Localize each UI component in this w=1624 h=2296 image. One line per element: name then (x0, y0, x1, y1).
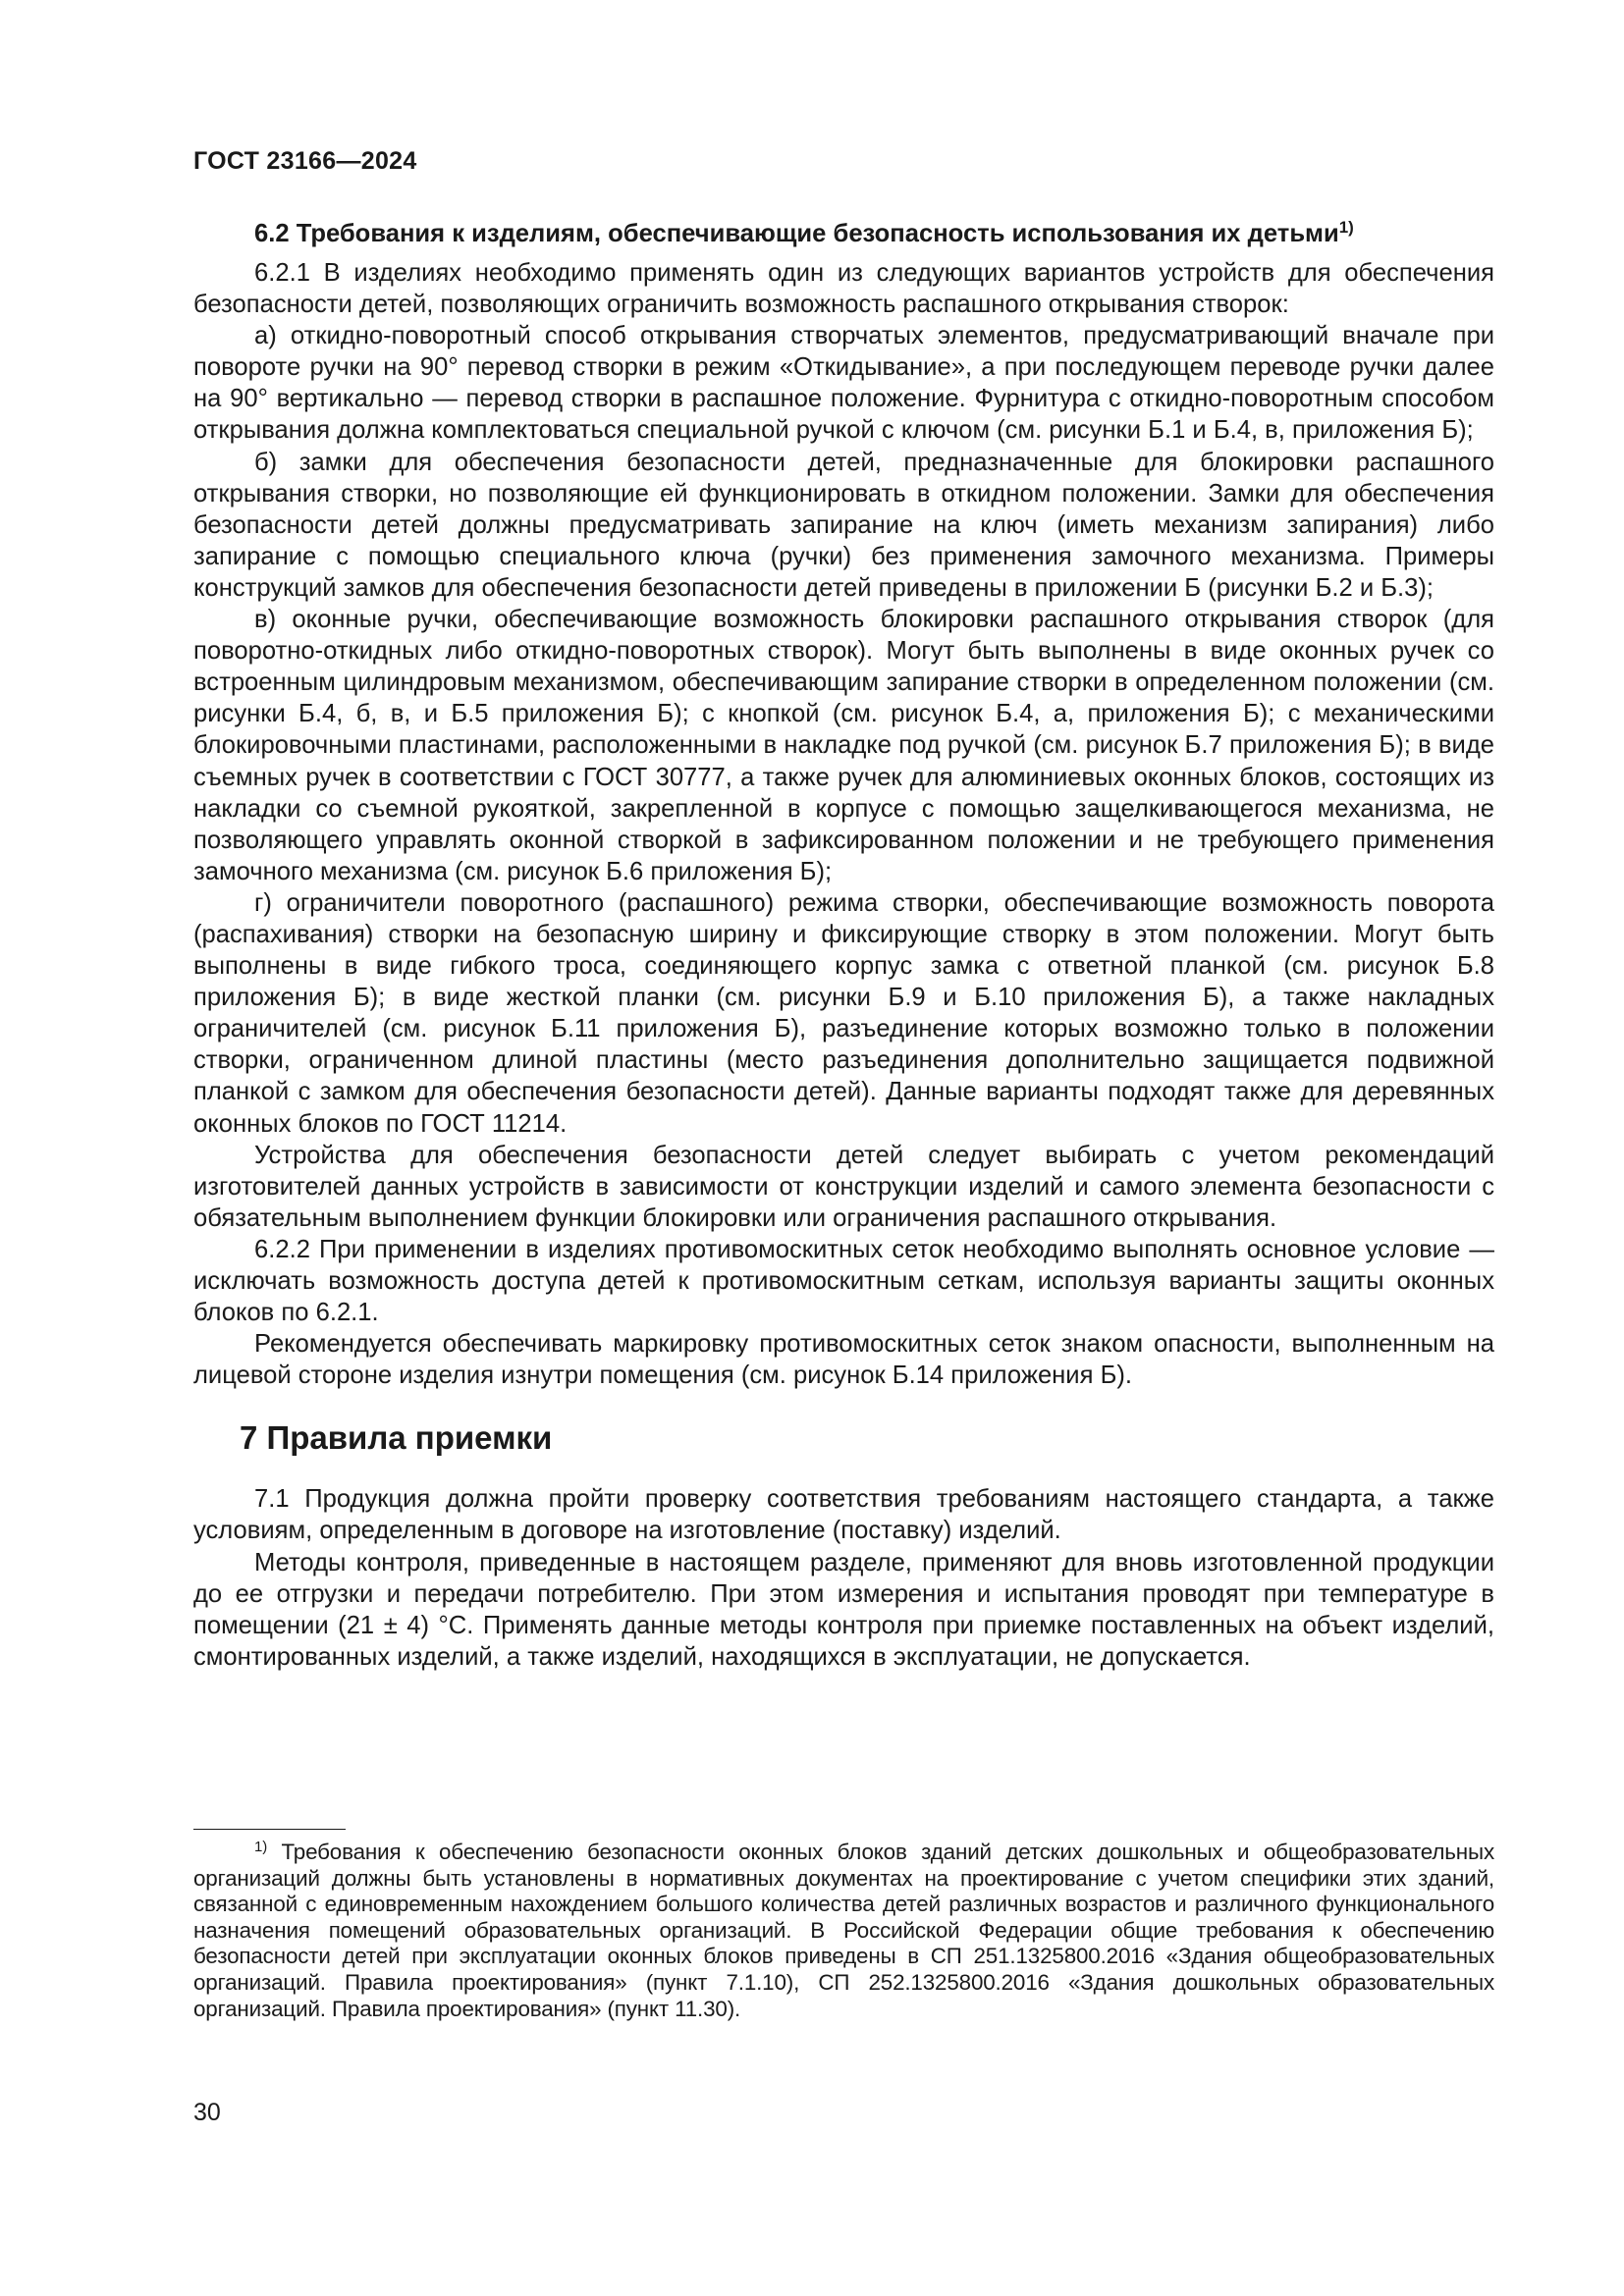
page-body (193, 218, 1494, 1673)
paragraph-marking: Рекомендуется обеспечивать маркировку противомоскитных сеток знаком опасности, выполненным на лицевой стороне изделия изнутри помещения (см. рисунок Б.14 приложения Б). (193, 1330, 1494, 1390)
paragraph-7-1: 7.1 Продукция должна пройти проверку соответствия требованиям настоящего стандарта, а также условиям, определенным в договоре на изготовление (поставку) изделий. (193, 1485, 1494, 1545)
footnote (193, 1840, 1494, 2022)
paragraph-devices-selection: Устройства для обеспечения безопасности детей следует выбирать с учетом рекомендаций изготовителей данных устройств в зависимости от конструкции изделий и самого элемента безопасности с обязательным выполнением функции блокировки или ограничения распашного открывания. (193, 1141, 1494, 1232)
section-6-2-heading (193, 218, 1494, 249)
footnote-separator (193, 1829, 346, 1830)
list-item-v: в) оконные ручки, обеспечивающие возможность блокировки распашного открывания створок (для поворотно-откидных либо откидно-поворотных створок). Могут быть выполнены в виде оконных ручек со встроенным цилиндровым механизмом, обеспечивающим запирание створки в определенном положении (см. рисунки Б.4, б, в, и Б.5 приложения Б); с кнопкой (см. рисунок Б.4, а, приложения Б); с механическими блокировочными пластинами, расположенными в накладке под ручкой (см. рисунок Б.7 приложения Б); в виде съемных ручек в соответствии с ГОСТ 30777, а также ручек для алюминиевых оконных блоков, состоящих из накладки со съемной рукояткой, закрепленной в корпусе с помощью защелкивающегося механизма, не позволяющего управлять оконной створкой в зафиксированном положении и не требующего применения замочного механизма (см. рисунок Б.6 приложения Б); (193, 606, 1494, 885)
footnote-reference: 1) (1338, 218, 1354, 237)
list-item-b: б) замки для обеспечения безопасности детей, предназначенные для блокировки распашного открывания створки, но позволяющие ей функционировать в откидном положении. Замки для обеспечения безопасности детей должны предусматривать запирание на ключ (иметь механизм запирания) либо запирание с помощью специального ключа (ручки) без применения замочного механизма. Примеры конструкций замков для обеспечения безопасности детей приведены в приложении Б (рисунки Б.2 и Б.3); (193, 448, 1494, 602)
list-item-g: г) ограничители поворотного (распашного) режима створки, обеспечивающие возможность поворота (распахивания) створки на безопасную ширину и фиксирующие створку в этом положении. Могут быть выполнены в виде гибкого троса, соединяющего корпус замка с ответной планкой (см. рисунок Б.8 приложения Б); в виде жесткой планки (см. рисунки Б.9 и Б.10 приложения Б), а также накладных ограничителей (см. рисунок Б.11 приложения Б), разъединение которых возможно только в положении створки, ограниченном длиной пластины (место разъединения дополнительно защищается подвижной планкой с замком для обеспечения безопасности детей). Данные варианты подходят также для деревянных оконных блоков по ГОСТ 11214. (193, 888, 1494, 1138)
page-number: 30 (193, 2099, 221, 2126)
list-item-a: а) откидно-поворотный способ открывания створчатых элементов, предусматривающий вначале при повороте ручки на 90° перевод створки в режим «Откидывание», а при последующем переводе ручки далее на 90° вертикально — перевод створки в распашное положение. Фурнитура с откидно-поворотным способом открывания должна комплектоваться специальной ручкой с ключом (см. рисунки Б.1 и Б.4, в, приложения Б); (193, 322, 1494, 445)
paragraph-6-2-2: 6.2.2 При применении в изделиях противомоскитных сеток необходимо выполнять основное условие — исключать возможность доступа детей к противомоскитным сеткам, используя варианты защиты оконных блоков по 6.2.1. (193, 1235, 1494, 1327)
section-7-heading: 7 Правила приемки (240, 1419, 553, 1457)
footnote-text: Требования к обеспечению безопасности оконных блоков зданий детских дошкольных и общеобразовательных организаций должны быть установлены в нормативных документах на проектирование с учетом специфики этих зданий, связанной с единовременным нахождением большого количества детей различных возрастов и различного функционального назначения помещений образовательных организаций. В Российской Федерации общие требования к обеспечению безопасности детей при эксплуатации оконных блоков приведены в СП 251.1325800.2016 «Здания общеобразовательных организаций. Правила проектирования» (пункт 7.1.10), СП 252.1325800.2016 «Здания дошкольных образовательных организаций. Правила проектирования» (пункт 11.30). (193, 1840, 1494, 2021)
section-6-2-heading-text: 6.2 Требования к изделиям, обеспечивающие безопасность использования их детьми (254, 220, 1339, 247)
paragraph-control-methods: Методы контроля, приведенные в настоящем разделе, применяют для вновь изготовленной продукции до ее отгрузки и передачи потребителю. При этом измерения и испытания проводят при температуре в помещении (21 ± 4) °С. Применять данные методы контроля при приемке поставленных на объект изделий, смонтированных изделий, а также изделий, находящихся в эксплуатации, не допускается. (193, 1548, 1494, 1671)
footnote-mark: 1) (254, 1839, 268, 1855)
paragraph-6-2-1: 6.2.1 В изделиях необходимо применять один из следующих вариантов устройств для обеспечения безопасности детей, позволяющих ограничить возможность распашного открывания створок: (193, 259, 1494, 319)
standard-designation: ГОСТ 23166—2024 (193, 147, 417, 175)
